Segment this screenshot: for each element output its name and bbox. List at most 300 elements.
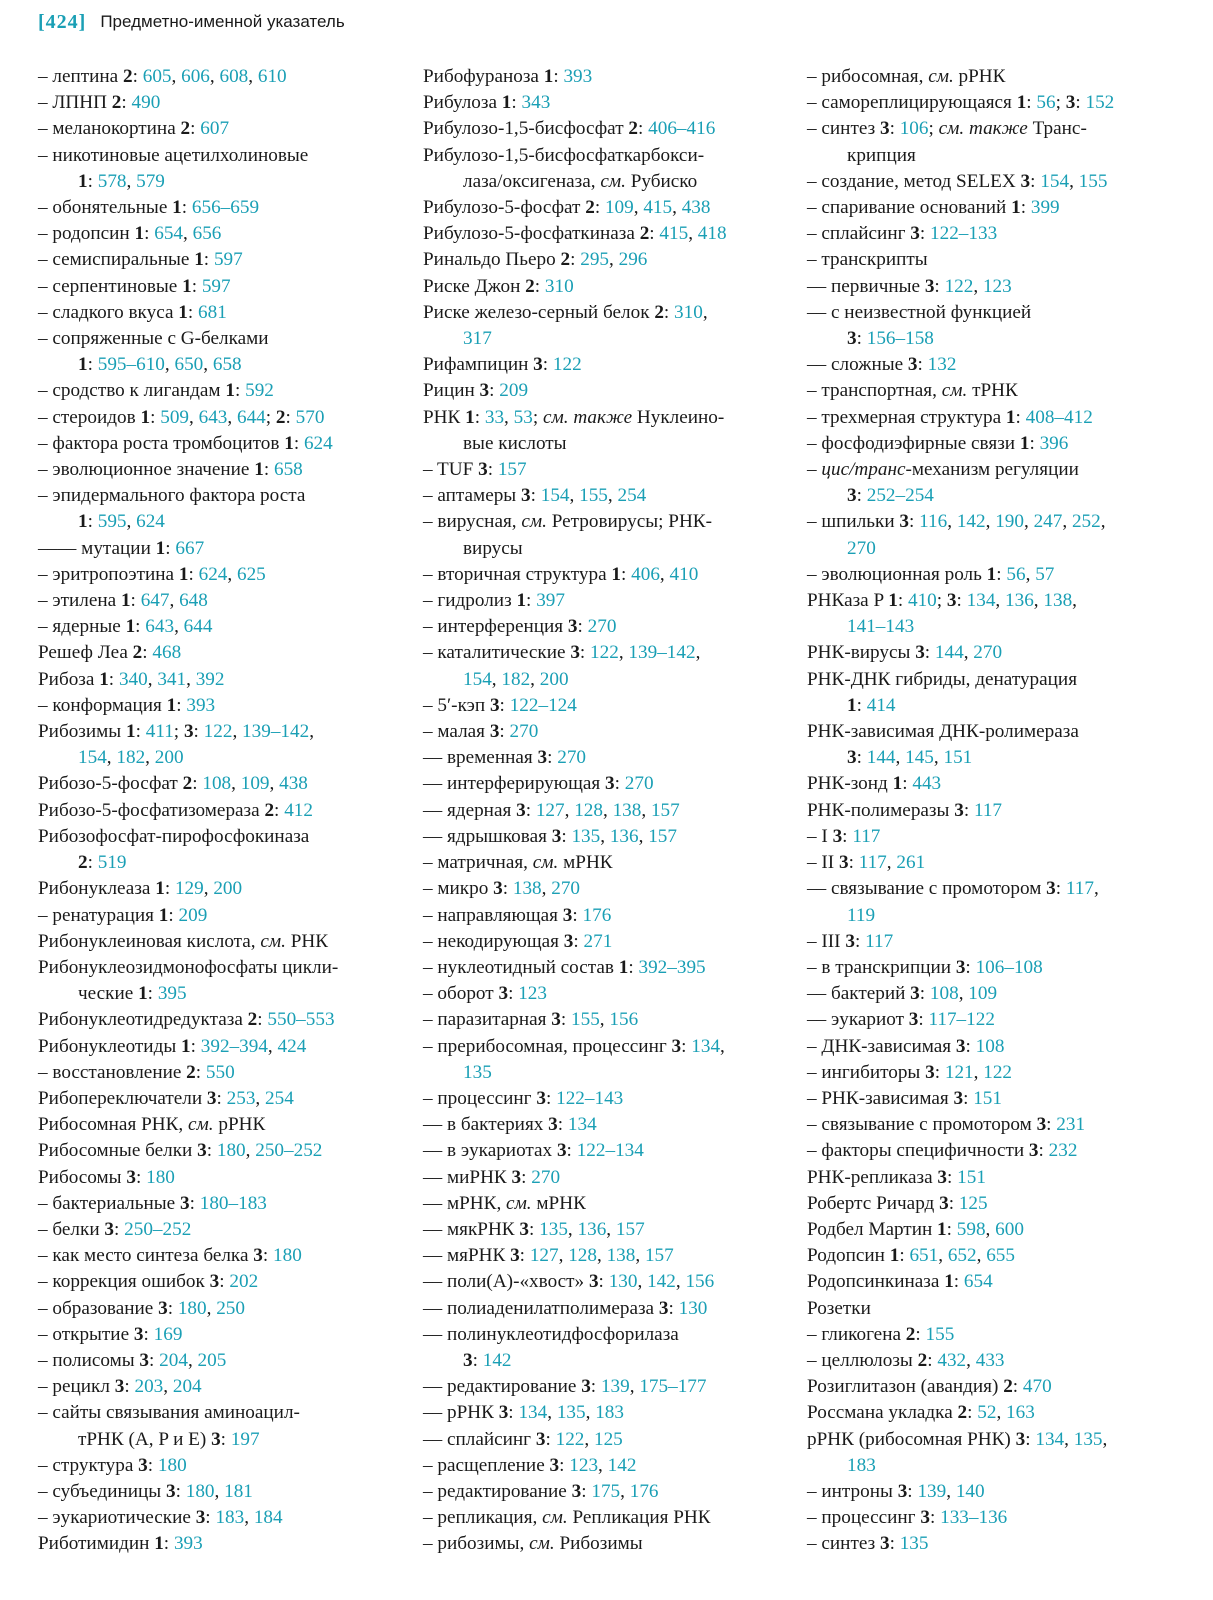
index-entry: –– интерферирующая 3: 270 <box>423 773 654 795</box>
index-entry: РНК-ДНК гибриды, денатурация <box>807 668 1078 690</box>
italic-note: см. <box>529 1533 555 1555</box>
page-reference: 247 <box>1033 511 1063 533</box>
page-reference: 644 <box>183 616 213 638</box>
index-entry: Россмана укладка 2: 52, 163 <box>807 1402 1035 1424</box>
page-reference: 271 <box>583 930 613 952</box>
page-reference: 127 <box>535 799 565 821</box>
index-entry: – процессинг 3: 133–136 <box>807 1507 1008 1529</box>
page-reference: 138 <box>1043 590 1073 612</box>
volume-number: 3 <box>879 118 890 140</box>
page-reference: 138 <box>512 878 542 900</box>
index-entry: –– бактерий 3: 108, 109 <box>807 983 998 1005</box>
index-entry: – I 3: 117 <box>807 825 881 847</box>
page-reference: 644 <box>236 406 266 428</box>
page-reference: 130 <box>608 1271 638 1293</box>
index-entry: Розетки <box>807 1297 871 1319</box>
page-reference: 270 <box>973 642 1003 664</box>
page-reference: 134 <box>567 1114 597 1136</box>
index-entry: – малая 3: 270 <box>423 721 539 743</box>
index-entry: Риске железо-серный белок 2: 310, <box>423 301 708 323</box>
index-entry: Рибосомные белки 3: 180, 250–252 <box>38 1140 323 1162</box>
page-reference: 443 <box>912 773 942 795</box>
volume-number: 1 <box>892 773 903 795</box>
index-entry: – восстановление 2: 550 <box>38 1061 235 1083</box>
volume-number: 3 <box>463 1349 473 1371</box>
index-entry: – сладкого вкуса 1: 681 <box>38 301 227 323</box>
volume-number: 3 <box>588 1271 599 1293</box>
page-reference: 152 <box>1085 92 1115 114</box>
volume-number: 2 <box>560 249 571 271</box>
index-entry: – спаривание оснований 1: 399 <box>807 197 1060 219</box>
page-reference: 176 <box>582 904 612 926</box>
volume-number: 3 <box>1015 1428 1026 1450</box>
index-entry: Рибопереключатели 3: 253, 254 <box>38 1087 294 1109</box>
page-reference: 624 <box>136 511 165 533</box>
index-entry: 2: 519 <box>78 852 127 874</box>
index-entry: Рибонуклеаза 1: 129, 200 <box>38 878 243 900</box>
index-entry: – некодирующая 3: 271 <box>423 930 613 952</box>
page-reference: 396 <box>1039 432 1069 454</box>
index-entry: –– полиаденилатполимераза 3: 130 <box>423 1297 708 1319</box>
page-reference: 122–143 <box>556 1087 624 1109</box>
volume-number: 3 <box>847 328 857 350</box>
page-reference: 607 <box>200 118 230 140</box>
page-reference: 127 <box>529 1245 559 1267</box>
index-entry: РНК-репликаза 3: 151 <box>807 1166 986 1188</box>
page-reference: 643 <box>145 616 175 638</box>
volume-number: 2 <box>264 799 275 821</box>
index-entry: Рибулоза 1: 343 <box>423 92 551 114</box>
volume-number: 3 <box>953 1087 964 1109</box>
page-reference: 106 <box>899 118 929 140</box>
page-reference: 151 <box>943 747 973 769</box>
page-reference: 651 <box>909 1245 939 1267</box>
index-entry: – эволюционная роль 1: 56, 57 <box>807 563 1055 585</box>
page-reference: 270 <box>587 616 617 638</box>
index-entry: Рибулозо-1,5-бисфосфаткарбокси- <box>423 144 705 166</box>
volume-number: 2 <box>247 1009 258 1031</box>
volume-number: 1 <box>225 380 235 402</box>
index-entry: – цис/транс-механизм регуляции <box>807 459 1079 481</box>
page-reference: 254 <box>617 485 647 507</box>
page-reference: 122 <box>555 1428 585 1450</box>
volume-number: 3 <box>510 1245 520 1267</box>
index-entry: РНК-полимеразы 3: 117 <box>807 799 1003 821</box>
volume-number: 1 <box>125 616 136 638</box>
index-entry: – трехмерная структура 1: 408–412 <box>807 406 1093 428</box>
index-entry <box>807 903 1187 929</box>
page-reference: 393 <box>173 1533 203 1555</box>
volume-number: 3 <box>519 1218 529 1240</box>
volume-number: 1 <box>182 275 192 297</box>
volume-number: 2 <box>132 642 143 664</box>
index-entry: – аптамеры 3: 154, 155, 254 <box>423 485 647 507</box>
page-reference: 652 <box>947 1245 977 1267</box>
page-reference: 432 <box>937 1349 967 1371</box>
page-reference: 509 <box>160 406 189 428</box>
volume-number: 3 <box>570 642 580 664</box>
page-reference: 136 <box>1005 590 1034 612</box>
page-reference: 154 <box>463 668 492 690</box>
page-reference: 135 <box>463 1061 492 1083</box>
index-entry: Рибосомы 3: 180 <box>38 1166 175 1188</box>
page-reference: 139 <box>917 1480 947 1502</box>
page-reference: 155 <box>571 1009 600 1031</box>
page-reference: 202 <box>229 1271 259 1293</box>
volume-number: 2 <box>275 406 286 428</box>
index-entry: – гидролиз 1: 397 <box>423 590 565 612</box>
index-entry: – паразитарная 3: 155, 156 <box>423 1009 639 1031</box>
volume-number: 2 <box>525 275 535 297</box>
page-reference: 122 <box>203 721 233 743</box>
index-entry: – ЛПНП 2: 490 <box>38 92 161 114</box>
index-entry: Риске Джон 2: 310 <box>423 275 574 297</box>
index-column-2 <box>423 64 793 1558</box>
index-entry: – оборот 3: 123 <box>423 983 547 1005</box>
volume-number: 1 <box>154 1533 164 1555</box>
index-entry: – редактирование 3: 175, 176 <box>423 1480 659 1502</box>
page-reference: 134 <box>966 590 996 612</box>
volume-number: 1 <box>618 956 629 978</box>
index-entry: – конформация 1: 393 <box>38 694 216 716</box>
page-reference: 190 <box>995 511 1024 533</box>
page-reference: 250–252 <box>255 1140 323 1162</box>
page-reference: 598 <box>956 1218 986 1240</box>
index-entry: – лептина 2: 605, 606, 608, 610 <box>38 66 287 87</box>
page-reference: 56 <box>1006 563 1026 585</box>
volume-number: 1 <box>465 406 475 428</box>
volume-number: 3 <box>915 642 925 664</box>
volume-number: 1 <box>516 590 527 612</box>
page-reference: 122 <box>552 354 582 376</box>
page-reference: 117 <box>852 825 881 847</box>
index-entry: Рибонуклеозидмонофосфаты цикли- <box>38 956 339 978</box>
page-reference: 144 <box>934 642 964 664</box>
index-entry: – вирусная, см. Ретровирусы; РНК- <box>423 511 712 533</box>
volume-number: 1 <box>78 170 88 192</box>
index-entry: Рибонуклеотидредуктаза 2: 550–553 <box>38 1009 335 1031</box>
index-entry: РНК 1: 33, 53; см. также Нуклеино- <box>423 406 725 428</box>
volume-number: 3 <box>180 1192 190 1214</box>
volume-number: 3 <box>195 1507 206 1529</box>
page-reference: 438 <box>279 773 308 795</box>
page-reference: 156 <box>609 1009 639 1031</box>
index-entry: Рибозофосфат-пирофосфокиназа <box>38 825 310 847</box>
page-reference: 647 <box>140 590 170 612</box>
volume-number: 3 <box>847 747 857 769</box>
index-entry: – фосфодиэфирные связи 1: 396 <box>807 432 1069 454</box>
volume-number: 3 <box>206 1087 217 1109</box>
index-entry: –– полинуклеотидфосфорилаза <box>423 1323 679 1345</box>
volume-number: 1 <box>99 668 109 690</box>
page-reference: 250 <box>216 1297 245 1319</box>
index-entry: – матричная, см. мРНК <box>423 852 613 874</box>
page-reference: 650 <box>174 354 204 376</box>
volume-number: 2 <box>111 92 122 114</box>
index-entry: –– ядрышковая 3: 135, 136, 157 <box>423 825 677 847</box>
volume-number: 1 <box>138 983 148 1005</box>
volume-number: 1 <box>937 1218 947 1240</box>
index-entry: – образование 3: 180, 250 <box>38 1297 245 1319</box>
page-reference: 157 <box>497 459 527 481</box>
volume-number: 1 <box>1011 197 1021 219</box>
index-entry: –– мякРНК 3: 135, 136, 157 <box>423 1218 645 1240</box>
page-reference: 310 <box>674 301 703 323</box>
volume-number: 3 <box>658 1297 669 1319</box>
volume-number: 3 <box>1046 878 1056 900</box>
page-reference: 183 <box>215 1507 245 1529</box>
volume-number: 3 <box>533 354 543 376</box>
index-entry: – интроны 3: 139, 140 <box>807 1480 985 1502</box>
volume-number: 1 <box>172 197 182 219</box>
page-reference: 624 <box>303 432 333 454</box>
page-reference: 154 <box>540 485 570 507</box>
index-entry: – направляющая 3: 176 <box>423 904 612 926</box>
volume-number: 3 <box>925 1061 935 1083</box>
page-reference: 106–108 <box>975 956 1043 978</box>
volume-number: 1 <box>78 354 88 376</box>
index-entry: – TUF 3: 157 <box>423 459 527 481</box>
volume-number: 1 <box>1005 406 1016 428</box>
page-reference: 254 <box>265 1087 294 1109</box>
index-entry: – репликация, см. Репликация РНК <box>423 1507 711 1529</box>
index-entry: – эволюционное значение 1: 658 <box>38 459 303 481</box>
volume-number: 3 <box>493 878 503 900</box>
volume-number: 3 <box>197 1140 207 1162</box>
index-entry: – гликогена 2: 155 <box>807 1323 955 1345</box>
page-reference: 108 <box>929 983 959 1005</box>
page-reference: 605 <box>142 66 172 87</box>
page-reference: 155 <box>1078 170 1108 192</box>
page-reference: 122 <box>944 275 974 297</box>
page-reference: 122–124 <box>509 694 577 716</box>
page-reference: 595–610 <box>97 354 165 376</box>
page-reference: 123 <box>569 1454 599 1476</box>
volume-number: 2 <box>186 1061 196 1083</box>
index-entry: –– с неизвестной функцией <box>807 301 1032 323</box>
italic-note: см. также <box>542 406 633 428</box>
italic-note: см. <box>260 930 286 952</box>
page-reference: 253 <box>226 1087 256 1109</box>
index-entry: 154, 182, 200 <box>463 668 569 690</box>
volume-number: 3 <box>1036 1114 1047 1136</box>
page-reference: 470 <box>1022 1376 1052 1398</box>
page-reference: 578 <box>97 170 127 192</box>
volume-number: 3 <box>920 1507 930 1529</box>
index-entry: –––– мутации 1: 667 <box>38 537 205 559</box>
page-reference: 183 <box>595 1402 624 1424</box>
page-reference: 410 <box>669 563 699 585</box>
page-reference: 122 <box>590 642 619 664</box>
page-reference: 57 <box>1035 563 1055 585</box>
index-entry: – создание, метод SELEX 3: 154, 155 <box>807 170 1108 192</box>
page-reference: 154 <box>1040 170 1070 192</box>
page-reference: 490 <box>131 92 161 114</box>
index-entry: – бактериальные 3: 180–183 <box>38 1192 267 1214</box>
index-entry: вирусы <box>463 537 523 559</box>
page-reference: 655 <box>986 1245 1015 1267</box>
page-reference: 209 <box>499 380 529 402</box>
page-reference: 592 <box>245 380 274 402</box>
page-reference: 606 <box>181 66 210 87</box>
index-entry <box>807 536 1187 562</box>
page-reference: 141–143 <box>847 616 915 638</box>
page-reference: 139 <box>600 1376 630 1398</box>
page-reference: 412 <box>284 799 313 821</box>
page-reference: 176 <box>629 1480 659 1502</box>
page-reference: 200 <box>154 747 184 769</box>
page-reference: 151 <box>973 1087 1002 1109</box>
index-entry: – нуклеотидный состав 1: 392–395 <box>423 956 706 978</box>
index-entry: крипция <box>847 144 916 166</box>
index-entry: 1: 414 <box>847 694 896 716</box>
page-reference: 180 <box>273 1245 302 1267</box>
index-entry: лаза/оксигеназа, см. Рубиско <box>463 170 698 192</box>
index-entry: – рибозимы, см. Рибозимы <box>423 1533 643 1555</box>
index-entry: Рибулозо-5-фосфаткиназа 2: 415, 418 <box>423 223 727 245</box>
page-reference: 643 <box>198 406 228 428</box>
page-reference: 595 <box>97 511 127 533</box>
page-reference: 209 <box>178 904 208 926</box>
index-entry: –– ядерная 3: 127, 128, 138, 157 <box>423 799 680 821</box>
page-reference: 181 <box>224 1480 253 1502</box>
page-reference: 343 <box>521 92 551 114</box>
page-reference: 128 <box>574 799 603 821</box>
volume-number: 3 <box>556 1140 567 1162</box>
index-entry: Рицин 3: 209 <box>423 380 529 402</box>
page-reference: 550 <box>205 1061 235 1083</box>
page-reference: 136 <box>577 1218 607 1240</box>
index-entry: – меланокортина 2: 607 <box>38 118 230 140</box>
volume-number: 3 <box>581 1376 591 1398</box>
volume-number: 1 <box>120 590 131 612</box>
page-reference: 134 <box>1035 1428 1065 1450</box>
page-reference: 123 <box>518 983 547 1005</box>
page-reference: 203 <box>134 1376 164 1398</box>
page-reference: 610 <box>257 66 287 87</box>
page-reference: 132 <box>927 354 957 376</box>
volume-number: 3 <box>897 1480 908 1502</box>
page-reference: 139–142 <box>628 642 696 664</box>
page-reference: 184 <box>253 1507 283 1529</box>
page-reference: 415 <box>643 197 673 219</box>
page-reference: 169 <box>153 1323 183 1345</box>
page-reference: 200 <box>213 878 243 900</box>
page-reference: 658 <box>273 459 303 481</box>
volume-number: 3 <box>489 721 500 743</box>
page-reference: 608 <box>219 66 249 87</box>
page-reference: 108 <box>202 773 232 795</box>
volume-number: 2 <box>628 118 638 140</box>
volume-number: 2 <box>182 773 193 795</box>
italic-note: см. <box>506 1192 532 1214</box>
volume-number: 3 <box>1020 170 1031 192</box>
volume-number: 3 <box>838 852 849 874</box>
page-reference: 252–254 <box>866 485 934 507</box>
volume-number: 3 <box>937 1166 947 1188</box>
page-reference: 395 <box>157 983 187 1005</box>
volume-number: 3 <box>104 1218 114 1240</box>
index-entry: – сайты связывания аминоацил- <box>38 1402 300 1424</box>
volume-number: 3 <box>551 825 562 847</box>
index-entry: Рифампицин 3: 122 <box>423 354 582 376</box>
index-entry: –– поли(A)-«хвост» 3: 130, 142, 156 <box>423 1271 715 1293</box>
page-reference: 135 <box>1073 1428 1103 1450</box>
index-entry: Рибозо-5-фосфатизомераза 2: 412 <box>38 799 313 821</box>
page-reference: 140 <box>955 1480 985 1502</box>
page-reference: 109 <box>968 983 998 1005</box>
index-entry: – рибосомная, см. рРНК <box>807 66 1006 87</box>
page-reference: 182 <box>501 668 531 690</box>
index-entry: – транспортная, см. тРНК <box>807 380 1018 402</box>
page-reference: 129 <box>174 878 204 900</box>
volume-number: 3 <box>183 721 194 743</box>
page-reference: 204 <box>159 1349 188 1371</box>
volume-number: 3 <box>832 825 843 847</box>
index-entry: – III 3: 117 <box>807 930 894 952</box>
index-entry: – транскрипты <box>807 249 928 271</box>
page-reference: 410 <box>907 590 937 612</box>
index-entry: ческие 1: 395 <box>78 983 187 1005</box>
page-reference: 133–136 <box>940 1507 1008 1529</box>
page-reference: 232 <box>1048 1140 1078 1162</box>
page-reference: 341 <box>157 668 187 690</box>
volume-number: 2 <box>180 118 191 140</box>
index-entry: –– в эукариотах 3: 122–134 <box>423 1140 644 1162</box>
index-entry: – РНК-зависимая 3: 151 <box>807 1087 1002 1109</box>
page-reference: 156–158 <box>866 328 934 350</box>
page-reference: 116 <box>919 511 948 533</box>
volume-number: 1 <box>125 721 136 743</box>
index-entry: – стероидов 1: 509, 643, 644; 2: 570 <box>38 406 325 428</box>
volume-number: 1 <box>78 511 88 533</box>
index-entry: – II 3: 117, 261 <box>807 852 926 874</box>
page-reference: 33 <box>484 406 505 428</box>
index-entry: – коррекция ошибок 3: 202 <box>38 1271 259 1293</box>
volume-number: 2 <box>585 197 595 219</box>
page-reference: 392 <box>195 668 225 690</box>
volume-number: 1 <box>140 406 151 428</box>
page-reference: 135 <box>571 825 601 847</box>
page-reference: 415 <box>659 223 689 245</box>
index-entry: Рибозимы 1: 411; 3: 122, 139–142, <box>38 721 314 743</box>
index-entry: – шпильки 3: 116, 142, 190, 247, 252, <box>807 511 1106 533</box>
index-entry: Рибосомная РНК, см. рРНК <box>38 1114 266 1136</box>
volume-number: 1 <box>1016 92 1027 114</box>
index-entry: – как место синтеза белка 3: 180 <box>38 1245 302 1267</box>
index-entry: – вторичная структура 1: 406, 410 <box>423 563 699 585</box>
index-entry: – ядерные 1: 643, 644 <box>38 616 213 638</box>
page-reference: 125 <box>593 1428 623 1450</box>
index-entry <box>423 326 793 352</box>
page-reference: 151 <box>957 1166 986 1188</box>
page-reference: 270 <box>557 747 587 769</box>
volume-number: 2 <box>957 1402 968 1424</box>
page-reference: 180 <box>216 1140 246 1162</box>
index-entry: вые кислоты <box>463 432 567 454</box>
index-entry: РНК-зависимая ДНК-ролимераза <box>807 721 1079 743</box>
index-entry: – серпентиновые 1: 597 <box>38 275 231 297</box>
volume-number: 3 <box>548 1114 558 1136</box>
page-reference: 122–134 <box>576 1140 644 1162</box>
page-header <box>38 6 345 38</box>
page-reference: 270 <box>551 878 580 900</box>
volume-number: 3 <box>939 1192 949 1214</box>
page-reference: 406–416 <box>648 118 716 140</box>
volume-number: 3 <box>209 1271 220 1293</box>
index-entry: –– миРНК 3: 270 <box>423 1166 561 1188</box>
page-reference: 125 <box>958 1192 988 1214</box>
